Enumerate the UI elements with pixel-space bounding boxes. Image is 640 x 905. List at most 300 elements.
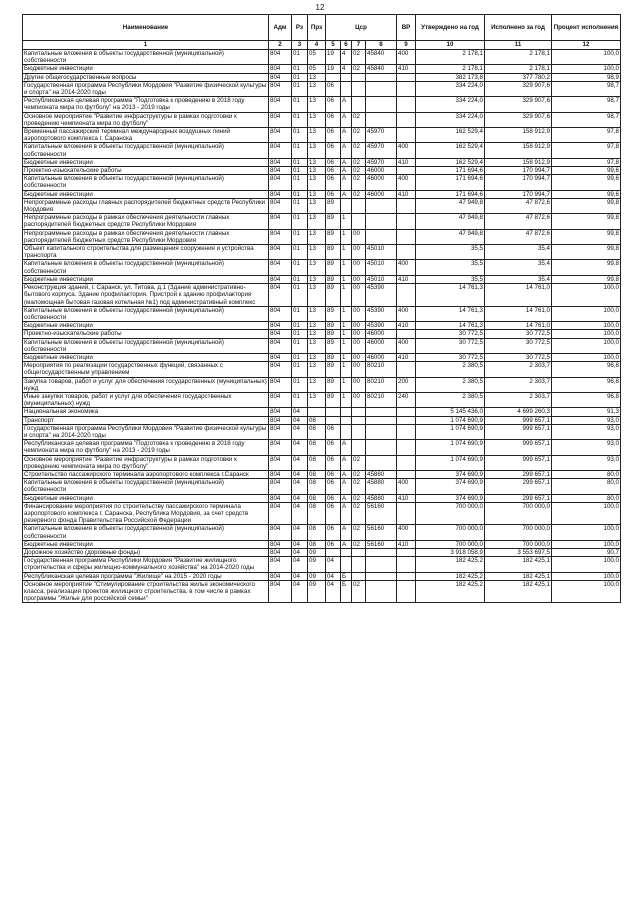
cell-approved: 2 380,5 — [416, 392, 485, 407]
cell-executed: 14 761,0 — [485, 284, 552, 307]
cell-rz: 01 — [292, 97, 308, 112]
cell-percent: 100,0 — [552, 65, 621, 73]
cell-vr — [397, 112, 416, 127]
cell-csr-event: 02 — [352, 158, 366, 166]
cell-name: Бюджетные инвестиции — [23, 353, 269, 361]
cell-prz: 13 — [308, 73, 326, 81]
cell-vr — [397, 214, 416, 229]
cell-prz: 13 — [308, 128, 326, 143]
cell-name: Финансирование мероприятия по строительству пассажирского терминала аэропортового комплекса г. Саранска, Республика Мордовия, за счет средств резервного фонда Правительства Российской Федерации — [23, 502, 269, 525]
table-row — [23, 408, 621, 416]
cell-rz: 04 — [292, 440, 308, 455]
cell-approved: 2 380,5 — [416, 377, 485, 392]
column-number-row — [23, 41, 621, 50]
cell-prz: 08 — [308, 540, 326, 548]
header-approved: Утверждено на год — [416, 15, 485, 41]
cell-csr-event — [352, 73, 366, 81]
table-row — [23, 128, 621, 143]
cell-csr-subprogram: А — [341, 502, 352, 525]
cell-csr-program: 06 — [326, 97, 341, 112]
cell-csr-direction: 45390 — [366, 306, 397, 321]
cell-rz: 01 — [292, 377, 308, 392]
cell-prz: 08 — [308, 494, 326, 502]
cell-prz: 08 — [308, 479, 326, 494]
cell-prz: 13 — [308, 275, 326, 283]
cell-csr-event — [352, 214, 366, 229]
cell-percent: 96,8 — [552, 362, 621, 377]
cell-csr-subprogram: А — [341, 190, 352, 198]
cell-prz: 13 — [308, 245, 326, 260]
table-row — [23, 416, 621, 424]
cell-rz: 01 — [292, 143, 308, 158]
cell-approved: 382 173,8 — [416, 73, 485, 81]
cell-rz: 01 — [292, 353, 308, 361]
cell-vr — [397, 128, 416, 143]
cell-name: Непрограммные расходы главных распорядителей бюджетных средств Республики Мордовия — [23, 198, 269, 213]
cell-csr-program: 89 — [326, 198, 341, 213]
cell-csr-program: 06 — [326, 424, 341, 439]
table-row — [23, 424, 621, 439]
cell-adm: 804 — [269, 494, 292, 502]
cell-csr-subprogram — [341, 198, 352, 213]
cell-csr-event: 02 — [352, 502, 366, 525]
table-row — [23, 143, 621, 158]
cell-executed: 35,4 — [485, 275, 552, 283]
cell-name: Капитальные вложения в объекты государственной (муниципальной) собственности — [23, 338, 269, 353]
cell-adm: 804 — [269, 455, 292, 470]
column-number: 11 — [485, 41, 552, 50]
cell-csr-program: 06 — [326, 143, 341, 158]
cell-name: Государственная программа Республики Мордовия "Развитие физической культуры и спорта" на 2014-2020 годы — [23, 81, 269, 96]
cell-adm: 804 — [269, 525, 292, 540]
cell-approved: 182 425,2 — [416, 557, 485, 572]
cell-csr-event: 00 — [352, 306, 366, 321]
cell-csr-subprogram: 1 — [341, 214, 352, 229]
cell-csr-program: 89 — [326, 275, 341, 283]
cell-prz: 13 — [308, 198, 326, 213]
cell-adm: 804 — [269, 424, 292, 439]
cell-percent: 97,8 — [552, 158, 621, 166]
cell-adm: 804 — [269, 198, 292, 213]
cell-vr — [397, 229, 416, 244]
table-row — [23, 322, 621, 330]
cell-csr-direction: 45390 — [366, 322, 397, 330]
cell-adm: 804 — [269, 540, 292, 548]
cell-csr-direction: 45010 — [366, 260, 397, 275]
cell-executed: 329 907,6 — [485, 112, 552, 127]
cell-csr-subprogram: А — [341, 470, 352, 478]
cell-vr — [397, 416, 416, 424]
cell-csr-event — [352, 549, 366, 557]
table-row — [23, 479, 621, 494]
cell-adm: 804 — [269, 353, 292, 361]
cell-csr-direction: 80210 — [366, 362, 397, 377]
cell-adm: 804 — [269, 190, 292, 198]
cell-csr-event: 02 — [352, 494, 366, 502]
cell-rz: 01 — [292, 275, 308, 283]
table-row — [23, 338, 621, 353]
cell-vr — [397, 455, 416, 470]
table-row — [23, 73, 621, 81]
table-row — [23, 284, 621, 307]
cell-percent: 99,8 — [552, 198, 621, 213]
cell-percent: 99,8 — [552, 245, 621, 260]
table-row — [23, 50, 621, 65]
column-number: 10 — [416, 41, 485, 50]
cell-adm: 804 — [269, 81, 292, 96]
cell-csr-program — [326, 549, 341, 557]
cell-prz: 13 — [308, 260, 326, 275]
table-row — [23, 190, 621, 198]
cell-vr — [397, 440, 416, 455]
cell-percent: 91,3 — [552, 408, 621, 416]
cell-name: Непрограммные расходы в рамках обеспечения деятельности главных распорядителей бюджетных средств Республики Мордовия — [23, 214, 269, 229]
table-row — [23, 330, 621, 338]
cell-executed: 182 425,1 — [485, 572, 552, 580]
cell-approved: 14 761,3 — [416, 322, 485, 330]
cell-approved: 171 694,6 — [416, 175, 485, 190]
table-row — [23, 377, 621, 392]
column-number: 7 — [352, 41, 366, 50]
table-row — [23, 392, 621, 407]
cell-name: Бюджетные инвестиции — [23, 190, 269, 198]
cell-executed: 2 303,7 — [485, 362, 552, 377]
cell-rz: 01 — [292, 245, 308, 260]
cell-executed: 700 000,0 — [485, 502, 552, 525]
cell-csr-program — [326, 73, 341, 81]
cell-prz: 09 — [308, 557, 326, 572]
cell-prz: 13 — [308, 143, 326, 158]
cell-vr: 400 — [397, 175, 416, 190]
header-csr: Цср — [326, 15, 397, 41]
cell-csr-event: 02 — [352, 143, 366, 158]
cell-csr-direction — [366, 214, 397, 229]
cell-executed: 999 657,1 — [485, 416, 552, 424]
table-row — [23, 214, 621, 229]
cell-csr-program: 06 — [326, 502, 341, 525]
cell-vr — [397, 580, 416, 603]
cell-executed: 2 178,1 — [485, 50, 552, 65]
cell-csr-subprogram: 4 — [341, 50, 352, 65]
cell-approved: 47 949,8 — [416, 229, 485, 244]
cell-csr-program: 89 — [326, 322, 341, 330]
cell-percent: 100,0 — [552, 502, 621, 525]
table-row — [23, 167, 621, 175]
table-row — [23, 362, 621, 377]
cell-rz: 01 — [292, 175, 308, 190]
cell-approved: 35,5 — [416, 245, 485, 260]
cell-rz: 04 — [292, 470, 308, 478]
cell-vr — [397, 167, 416, 175]
cell-csr-program: 89 — [326, 245, 341, 260]
cell-csr-subprogram: 1 — [341, 275, 352, 283]
cell-executed: 30 772,5 — [485, 338, 552, 353]
cell-csr-event: 02 — [352, 470, 366, 478]
cell-csr-event: 02 — [352, 65, 366, 73]
cell-prz: 09 — [308, 572, 326, 580]
cell-vr — [397, 572, 416, 580]
cell-csr-program: 06 — [326, 167, 341, 175]
cell-name: Основное мероприятие "Развитие инфраструктуры в рамках подготовки к проведению чемпионата мира по футболу" — [23, 455, 269, 470]
cell-percent: 93,0 — [552, 455, 621, 470]
cell-csr-subprogram: А — [341, 440, 352, 455]
cell-prz: 13 — [308, 330, 326, 338]
cell-adm: 804 — [269, 322, 292, 330]
cell-adm: 804 — [269, 306, 292, 321]
cell-approved: 35,5 — [416, 260, 485, 275]
cell-percent: 100,0 — [552, 330, 621, 338]
cell-csr-event: 02 — [352, 50, 366, 65]
cell-csr-event: 00 — [352, 245, 366, 260]
cell-csr-subprogram — [341, 81, 352, 96]
cell-vr: 410 — [397, 322, 416, 330]
cell-csr-program: 89 — [326, 284, 341, 307]
cell-percent: 100,0 — [552, 306, 621, 321]
cell-vr — [397, 549, 416, 557]
cell-csr-subprogram: А — [341, 479, 352, 494]
cell-approved: 182 425,2 — [416, 572, 485, 580]
cell-rz: 01 — [292, 190, 308, 198]
cell-adm: 804 — [269, 260, 292, 275]
cell-name: Бюджетные инвестиции — [23, 322, 269, 330]
column-number: 4 — [308, 41, 326, 50]
cell-name: Бюджетные инвестиции — [23, 65, 269, 73]
cell-approved: 47 949,8 — [416, 214, 485, 229]
cell-csr-event: 02 — [352, 167, 366, 175]
cell-csr-event: 00 — [352, 260, 366, 275]
cell-adm: 804 — [269, 362, 292, 377]
cell-csr-subprogram — [341, 416, 352, 424]
cell-name: Капитальные вложения в объекты государственной (муниципальной) собственности — [23, 260, 269, 275]
cell-prz: 13 — [308, 190, 326, 198]
cell-csr-event: 02 — [352, 540, 366, 548]
cell-percent: 99,6 — [552, 167, 621, 175]
cell-csr-subprogram: А — [341, 158, 352, 166]
cell-vr — [397, 470, 416, 478]
cell-approved: 334 224,0 — [416, 81, 485, 96]
cell-approved: 700 000,0 — [416, 502, 485, 525]
cell-approved: 374 690,9 — [416, 470, 485, 478]
cell-csr-subprogram: Б — [341, 572, 352, 580]
cell-vr: 200 — [397, 377, 416, 392]
cell-percent: 98,9 — [552, 73, 621, 81]
cell-adm: 804 — [269, 229, 292, 244]
table-row — [23, 557, 621, 572]
cell-executed: 999 657,1 — [485, 440, 552, 455]
cell-csr-subprogram: А — [341, 494, 352, 502]
cell-adm: 804 — [269, 175, 292, 190]
cell-csr-subprogram: А — [341, 143, 352, 158]
cell-prz: 13 — [308, 214, 326, 229]
column-number: 5 — [326, 41, 341, 50]
cell-csr-event: 02 — [352, 175, 366, 190]
cell-name: Государственная программа Республики Мордовия "Развитие жилищного строительства и сферы жилищно-коммунального хозяйства" на 2014-2020 годы — [23, 557, 269, 572]
cell-percent: 99,6 — [552, 175, 621, 190]
cell-adm: 804 — [269, 408, 292, 416]
cell-percent: 97,8 — [552, 143, 621, 158]
cell-adm: 804 — [269, 479, 292, 494]
cell-name: Бюджетные инвестиции — [23, 540, 269, 548]
table-row — [23, 494, 621, 502]
cell-prz: 09 — [308, 580, 326, 603]
cell-executed: 14 761,0 — [485, 322, 552, 330]
table-row — [23, 540, 621, 548]
cell-vr — [397, 408, 416, 416]
cell-csr-subprogram: 1 — [341, 322, 352, 330]
cell-csr-program: 89 — [326, 229, 341, 244]
cell-csr-direction: 46000 — [366, 353, 397, 361]
cell-executed: 158 912,9 — [485, 128, 552, 143]
cell-executed: 999 657,1 — [485, 455, 552, 470]
cell-adm: 804 — [269, 377, 292, 392]
cell-percent: 93,0 — [552, 416, 621, 424]
cell-rz: 04 — [292, 580, 308, 603]
cell-vr: 410 — [397, 190, 416, 198]
cell-csr-direction: 80210 — [366, 392, 397, 407]
cell-rz: 04 — [292, 525, 308, 540]
cell-name: Основное мероприятие "Стимулирование строительства жилья экономического класса, реализация проектов жилищного строительства, в том числе в рамках программы "Жилье для российской семьи" — [23, 580, 269, 603]
cell-name: Проектно-изыскательские работы — [23, 167, 269, 175]
cell-csr-subprogram — [341, 549, 352, 557]
cell-rz: 04 — [292, 549, 308, 557]
cell-csr-direction: 45970 — [366, 143, 397, 158]
cell-vr: 400 — [397, 260, 416, 275]
cell-prz: 13 — [308, 175, 326, 190]
cell-percent: 97,8 — [552, 128, 621, 143]
cell-approved: 14 761,3 — [416, 284, 485, 307]
cell-csr-program: 89 — [326, 353, 341, 361]
cell-csr-event: 02 — [352, 479, 366, 494]
cell-executed: 170 994,7 — [485, 175, 552, 190]
cell-csr-subprogram: 1 — [341, 338, 352, 353]
cell-executed: 700 000,0 — [485, 525, 552, 540]
cell-csr-subprogram: А — [341, 167, 352, 175]
cell-name: Капитальные вложения в объекты государственной (муниципальной) собственности — [23, 306, 269, 321]
cell-csr-direction — [366, 198, 397, 213]
cell-executed: 299 657,1 — [485, 494, 552, 502]
cell-prz: 08 — [308, 416, 326, 424]
cell-name: Мероприятия по реализации государственных функций, связанных с общегосударственным управлением — [23, 362, 269, 377]
table-row — [23, 525, 621, 540]
cell-csr-subprogram: Б — [341, 580, 352, 603]
cell-csr-program: 89 — [326, 392, 341, 407]
cell-csr-direction: 45880 — [366, 470, 397, 478]
cell-csr-event: 00 — [352, 275, 366, 283]
cell-percent: 80,0 — [552, 494, 621, 502]
table-row — [23, 502, 621, 525]
cell-percent: 98,7 — [552, 112, 621, 127]
cell-csr-event: 00 — [352, 284, 366, 307]
cell-adm: 804 — [269, 65, 292, 73]
cell-executed: 35,4 — [485, 245, 552, 260]
cell-csr-direction: 45880 — [366, 494, 397, 502]
cell-prz: 13 — [308, 97, 326, 112]
cell-prz: 13 — [308, 112, 326, 127]
cell-csr-subprogram: А — [341, 525, 352, 540]
cell-vr — [397, 362, 416, 377]
cell-vr: 410 — [397, 494, 416, 502]
cell-rz: 01 — [292, 198, 308, 213]
cell-csr-event — [352, 408, 366, 416]
cell-prz: 13 — [308, 284, 326, 307]
cell-percent: 99,8 — [552, 229, 621, 244]
cell-csr-subprogram: 1 — [341, 392, 352, 407]
cell-rz: 01 — [292, 214, 308, 229]
cell-csr-event — [352, 557, 366, 572]
cell-csr-subprogram — [341, 424, 352, 439]
cell-executed: 299 657,1 — [485, 470, 552, 478]
cell-adm: 804 — [269, 112, 292, 127]
cell-name: Бюджетные инвестиции — [23, 275, 269, 283]
cell-executed: 35,4 — [485, 260, 552, 275]
cell-adm: 804 — [269, 275, 292, 283]
cell-vr: 400 — [397, 143, 416, 158]
cell-executed: 2 303,7 — [485, 392, 552, 407]
cell-approved: 1 074 690,9 — [416, 455, 485, 470]
cell-vr: 410 — [397, 540, 416, 548]
cell-rz: 01 — [292, 260, 308, 275]
cell-rz: 04 — [292, 557, 308, 572]
cell-name: Республиканская целевая программа "Подготовка к проведению в 2018 году чемпионата мира по футболу" на 2013 - 2019 годы — [23, 97, 269, 112]
header-rz: Рз — [292, 15, 308, 41]
table-row — [23, 229, 621, 244]
cell-executed: 2 178,1 — [485, 65, 552, 73]
cell-approved: 182 425,2 — [416, 580, 485, 603]
table-row — [23, 97, 621, 112]
cell-csr-subprogram — [341, 557, 352, 572]
cell-rz: 04 — [292, 540, 308, 548]
cell-adm: 804 — [269, 440, 292, 455]
cell-percent: 100,0 — [552, 557, 621, 572]
cell-rz: 01 — [292, 65, 308, 73]
cell-csr-event: 00 — [352, 330, 366, 338]
cell-csr-direction: 56160 — [366, 502, 397, 525]
cell-rz: 04 — [292, 424, 308, 439]
cell-prz: 08 — [308, 502, 326, 525]
cell-executed: 47 872,6 — [485, 198, 552, 213]
cell-prz: 05 — [308, 50, 326, 65]
cell-csr-direction: 45880 — [366, 479, 397, 494]
cell-csr-event: 02 — [352, 525, 366, 540]
cell-rz: 01 — [292, 167, 308, 175]
cell-executed: 329 907,6 — [485, 81, 552, 96]
cell-vr: 410 — [397, 65, 416, 73]
cell-csr-subprogram: А — [341, 97, 352, 112]
cell-name: Временный пассажирский терминал международных воздушных линий аэропортового комплекса г. Саранска — [23, 128, 269, 143]
table-row — [23, 275, 621, 283]
cell-percent: 100,0 — [552, 50, 621, 65]
cell-percent: 99,8 — [552, 275, 621, 283]
cell-csr-subprogram: 1 — [341, 229, 352, 244]
table-row — [23, 65, 621, 73]
cell-csr-event — [352, 424, 366, 439]
header-vr: ВР — [397, 15, 416, 41]
cell-executed: 4 699 260,3 — [485, 408, 552, 416]
cell-csr-event — [352, 97, 366, 112]
cell-adm: 804 — [269, 557, 292, 572]
cell-executed: 329 907,6 — [485, 97, 552, 112]
cell-prz: 13 — [308, 362, 326, 377]
cell-executed: 377 780,2 — [485, 73, 552, 81]
cell-name: Капитальные вложения в объекты государственной (муниципальной) собственности — [23, 50, 269, 65]
cell-csr-program: 06 — [326, 128, 341, 143]
cell-csr-direction: 46000 — [366, 167, 397, 175]
cell-approved: 5 145 436,0 — [416, 408, 485, 416]
cell-vr: 410 — [397, 275, 416, 283]
cell-vr — [397, 73, 416, 81]
cell-adm: 804 — [269, 470, 292, 478]
cell-percent: 96,8 — [552, 392, 621, 407]
